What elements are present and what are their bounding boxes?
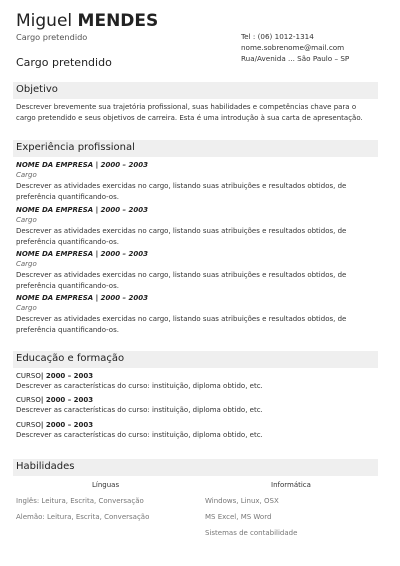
job-company: NOME DA EMPRESA | 2000 – 2003 xyxy=(16,161,148,169)
course-years: | 2000 – 2003 xyxy=(40,421,94,429)
subtitle: Cargo pretendido xyxy=(16,32,88,42)
job-description: Descrever as atividades exercidas no cargo, listando suas atribuições e resultados obtidos, de preferência quantificando-os. xyxy=(16,271,347,290)
last-name: MENDES xyxy=(77,11,159,31)
contact-address: Rua/Avenida ... São Paulo – SP xyxy=(241,54,350,63)
course-description: Descrever as características do curso: instituição, diploma obtido, etc. xyxy=(16,406,263,414)
job-description: Descrever as atividades exercidas no cargo, listando suas atribuições e resultados obtidos, de preferência quantificando-os. xyxy=(16,182,347,201)
languages-heading: Línguas xyxy=(92,481,120,489)
section-title: Experiência profissional xyxy=(16,142,135,153)
computing-skill: Windows, Linux, OSX xyxy=(205,497,279,505)
job-company: NOME DA EMPRESA | 2000 – 2003 xyxy=(16,294,148,302)
contact-block xyxy=(241,31,349,64)
course-name: CURSO xyxy=(16,372,41,380)
education-heading xyxy=(16,396,93,404)
first-name: Miguel xyxy=(16,11,73,31)
section-experiencia xyxy=(13,140,378,157)
objetivo-text: Descrever brevemente sua trajetória profissional, suas habilidades e competências chave para o cargo pretendido e seus objetivos de carreira. Esta é uma introdução à sua carta de apresentação. xyxy=(16,103,363,122)
job-role: Cargo xyxy=(16,171,37,179)
language-skill: Alemão: Leitura, Escrita, Conversação xyxy=(16,513,150,521)
course-description: Descrever as características do curso: instituição, diploma obtido, etc. xyxy=(16,431,263,439)
job-description: Descrever as atividades exercidas no cargo, listando suas atribuições e resultados obtidos, de preferência quantificando-os. xyxy=(16,315,347,334)
target-position-heading: Cargo pretendido xyxy=(16,56,112,69)
education-heading xyxy=(16,421,93,429)
section-title: Educação e formação xyxy=(16,353,125,364)
job-description: Descrever as atividades exercidas no cargo, listando suas atribuições e resultados obtidos, de preferência quantificando-os. xyxy=(16,227,347,246)
language-skill: Inglês: Leitura, Escrita, Conversação xyxy=(16,497,144,505)
course-name: CURSO xyxy=(16,396,41,404)
course-years: | 2000 – 2003 xyxy=(40,396,94,404)
computing-heading: Informática xyxy=(271,481,311,489)
section-educacao xyxy=(13,351,378,368)
job-company: NOME DA EMPRESA | 2000 – 2003 xyxy=(16,250,148,258)
contact-email: nome.sobrenome@mail.com xyxy=(241,43,345,52)
course-name: CURSO xyxy=(16,421,41,429)
education-heading xyxy=(16,372,93,380)
section-title: Habilidades xyxy=(16,461,75,472)
job-role: Cargo xyxy=(16,260,37,268)
computing-skill: Sistemas de contabilidade xyxy=(205,529,298,537)
contact-phone: Tel : (06) 1012-1314 xyxy=(241,32,314,41)
section-title: Objetivo xyxy=(16,84,58,95)
candidate-name xyxy=(16,11,158,31)
job-role: Cargo xyxy=(16,304,37,312)
job-company: NOME DA EMPRESA | 2000 – 2003 xyxy=(16,206,148,214)
course-description: Descrever as características do curso: instituição, diploma obtido, etc. xyxy=(16,382,263,390)
job-role: Cargo xyxy=(16,216,37,224)
course-years: | 2000 – 2003 xyxy=(40,372,94,380)
computing-skill: MS Excel, MS Word xyxy=(205,513,272,521)
section-objetivo xyxy=(13,82,378,99)
section-habilidades xyxy=(13,459,378,476)
